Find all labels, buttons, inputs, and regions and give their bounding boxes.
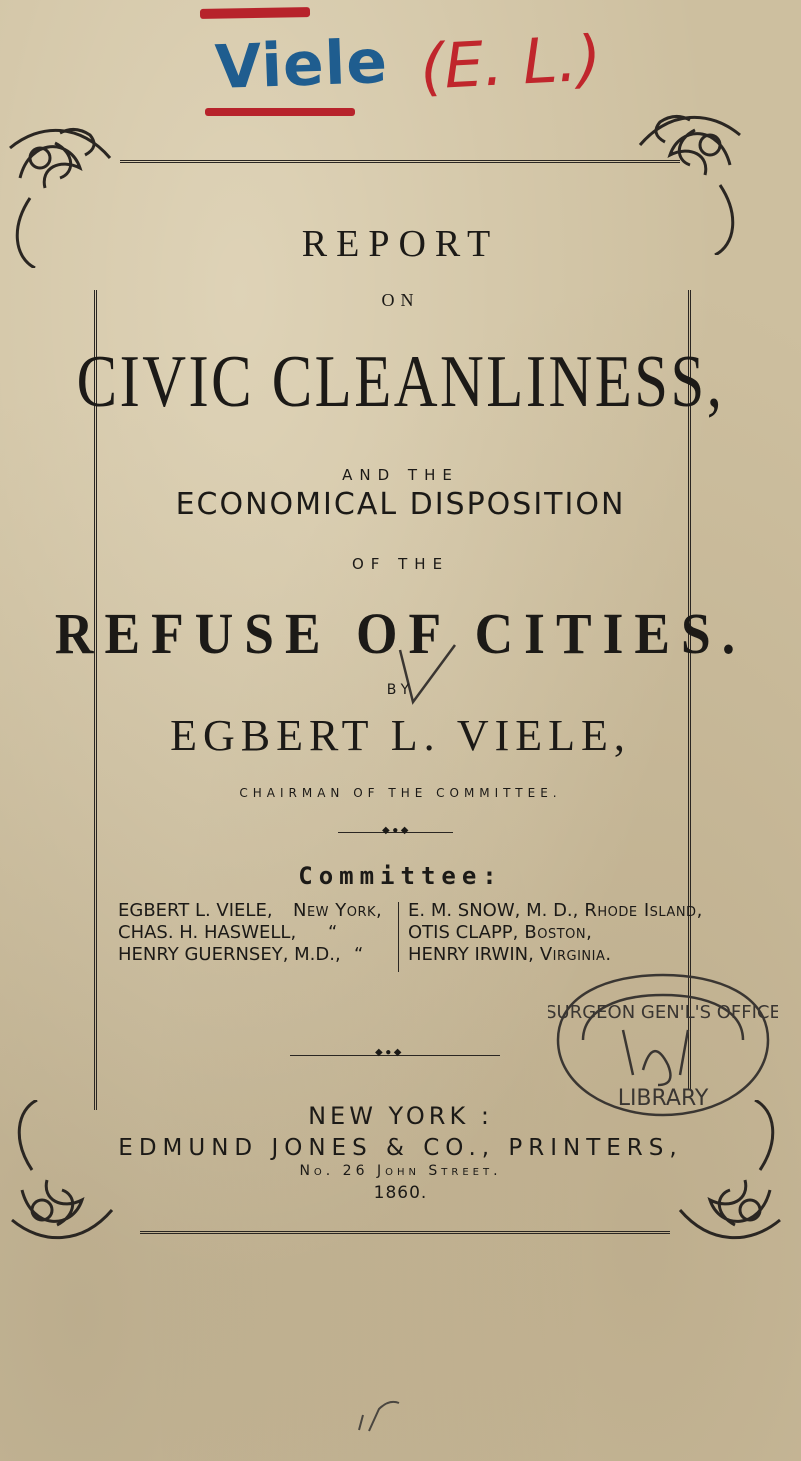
committee-member <box>408 922 728 944</box>
publisher-name: EDMUND JONES & CO., PRINTERS, <box>118 1135 683 1161</box>
library-stamp <box>548 970 778 1120</box>
divider-diamonds-lower: ◆ ● ◆ <box>375 1047 402 1058</box>
author-name: EGBERT L. VIELE, <box>170 711 631 760</box>
title-civic-cleanliness: CIVIC CLEANLINESS, <box>76 341 725 423</box>
label-red-underline <box>205 108 355 116</box>
title-and-the: AND THE <box>342 466 459 484</box>
pencil-scribble <box>355 1395 415 1435</box>
member-name: HENRY IRWIN, <box>408 944 534 965</box>
title-on: ON <box>381 290 420 310</box>
title-of-the: OF THE <box>351 555 450 573</box>
handwritten-label-initials: (E. L.) <box>418 21 604 104</box>
handwritten-label-name: Viele <box>213 27 390 103</box>
member-place: “ <box>354 944 364 965</box>
title-refuse-of-cities: REFUSE OF CITIES. <box>54 601 747 666</box>
publisher-address: No. 26 John Street. <box>299 1163 502 1179</box>
frame-bottom-rule <box>140 1231 670 1234</box>
label-red-bar <box>200 7 310 19</box>
member-place: Boston, <box>524 922 593 943</box>
member-place: “ <box>328 922 338 943</box>
committee-left-column <box>118 900 390 966</box>
member-name: OTIS CLAPP, <box>408 922 519 943</box>
committee-member <box>408 900 728 922</box>
divider-diamonds-upper: ◆ ● ◆ <box>382 825 409 836</box>
committee-member <box>408 944 728 966</box>
title-report: REPORT <box>301 223 500 265</box>
committee-member <box>118 944 390 966</box>
frame-top-rule <box>120 160 680 163</box>
committee-member <box>118 900 390 922</box>
committee-right-column <box>408 900 728 966</box>
author-by: BY <box>386 682 415 698</box>
committee-column-divider <box>398 902 399 972</box>
member-place: New York, <box>293 900 383 921</box>
member-place: Rhode Island, <box>584 900 703 921</box>
title-economical-disposition: ECONOMICAL DISPOSITION <box>175 487 626 522</box>
author-role: CHAIRMAN OF THE COMMITTEE. <box>239 786 562 800</box>
pencil-check-mark <box>395 640 465 710</box>
stamp-line2: LIBRARY <box>617 1086 709 1111</box>
committee-member <box>118 922 390 944</box>
member-place: Virginia. <box>539 944 612 965</box>
stamp-line1: SURGEON GEN'L'S OFFICE <box>548 1002 778 1023</box>
publisher-year: 1860. <box>373 1183 428 1203</box>
committee-heading: Committee: <box>298 862 503 890</box>
publisher-place: NEW YORK : <box>308 1102 493 1130</box>
member-name: HENRY GUERNSEY, M.D., <box>118 944 341 965</box>
member-name: EGBERT L. VIELE, <box>118 900 273 921</box>
member-name: E. M. SNOW, M. D., <box>408 900 579 921</box>
member-name: CHAS. H. HASWELL, <box>118 922 297 943</box>
